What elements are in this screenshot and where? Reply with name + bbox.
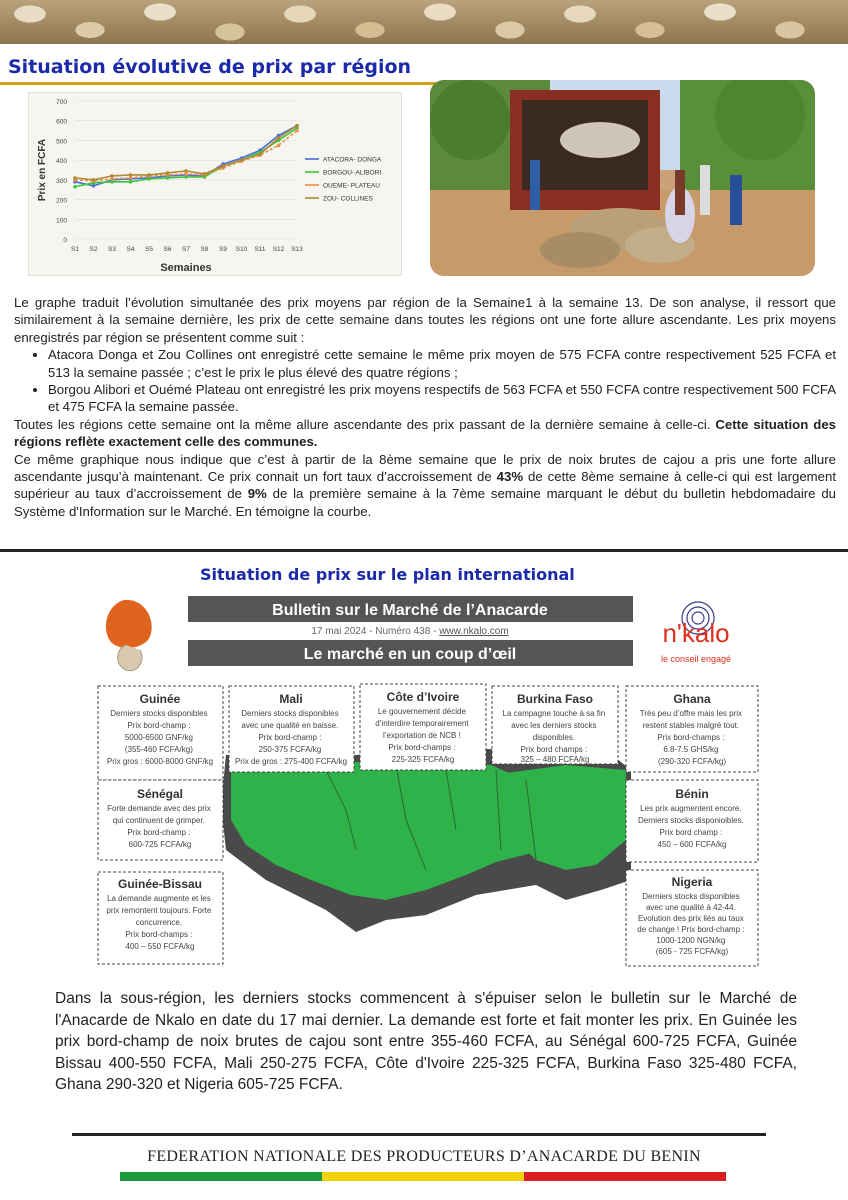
growth-text-c: de cette 8ème semaine à celle-ci qui est largement supérieur au taux d’accroissement de: [14, 469, 836, 502]
growth-rate-9: 9%: [247, 486, 267, 502]
benin-line: 450 – 600 FCFA/kg: [657, 840, 727, 849]
benin-line: Derniers stocks disponioibles.: [637, 816, 744, 825]
flag-stripe-green: [120, 1172, 322, 1181]
country-name-mali: Mali: [279, 692, 303, 706]
flag-stripe-yellow: [322, 1172, 524, 1181]
data-point: [129, 173, 133, 177]
gb-line: prix remontent toujours. Forte: [106, 906, 212, 915]
bulletin-subtitle: [311, 626, 508, 637]
footer-organization: FEDERATION NATIONALE DES PRODUCTEURS D’ANACARDE DU BENIN: [147, 1148, 701, 1165]
country-box-mali: [229, 686, 354, 772]
x-tick-label: S8: [200, 246, 209, 253]
nkalo-brand: n'kalo: [662, 618, 730, 648]
guinee-line: Prix bord-champ :: [127, 721, 191, 730]
gb-line: 400 – 550 FCFA/kg: [125, 942, 195, 951]
section-separator: [0, 549, 848, 552]
senegal-line: 600-725 FCFA/kg: [128, 840, 192, 849]
bf-line: disponibles.: [532, 733, 576, 742]
region-bullet-list: [14, 346, 836, 416]
trend-bold-text: Cette situation des régions reflète exactement celle des communes.: [14, 416, 836, 450]
data-point: [277, 136, 281, 140]
data-point: [258, 152, 262, 156]
country-box-guinee: [98, 686, 223, 780]
country-box-senegal: [98, 780, 223, 860]
ghana-line: Prix bord-champs :: [657, 733, 725, 742]
country-box-ghana: [626, 686, 758, 772]
x-tick-label: S13: [291, 246, 303, 253]
y-tick-label: 700: [56, 99, 67, 106]
country-box-cote-divoire: [360, 684, 486, 770]
nigeria-line: (605 - 725 FCFA/kg): [655, 947, 729, 956]
data-point: [277, 144, 281, 148]
title-underline: [0, 82, 500, 85]
legend-entry: ATACORA- DONGA: [323, 156, 382, 164]
cashew-apple-icon: [106, 600, 152, 671]
country-name-guinee: Guinée: [139, 692, 181, 706]
bulletin-title: Bulletin sur le Marché de l’Anacarde: [272, 602, 548, 619]
nkalo-infographic-svg: [96, 590, 766, 970]
data-point: [295, 129, 299, 133]
growth-rate-43: 43%: [496, 469, 524, 485]
senegal-line: Forte demande avec des prix: [107, 804, 211, 813]
nkalo-logo: [661, 602, 731, 664]
x-axis-label: Semaines: [160, 262, 212, 274]
country-name-burkina: Burkina Faso: [516, 692, 594, 706]
ci-line: d’interdire temporairement: [375, 719, 469, 728]
gb-line: La demande augmente et les: [107, 894, 211, 903]
nigeria-line: Evolution des prix liés au taux: [637, 914, 744, 923]
x-tick-label: S12: [272, 246, 285, 253]
senegal-line: qui continuent de grimper.: [112, 816, 205, 825]
country-name-nigeria: Nigeria: [671, 875, 713, 889]
ghana-line: restent stables malgré tout.: [642, 721, 740, 730]
country-box-nigeria: [626, 870, 758, 966]
y-tick-label: 0: [63, 237, 67, 244]
nigeria-line: Derniers stocks disponibles: [642, 892, 740, 901]
data-point: [92, 178, 96, 182]
trend-text: Toutes les régions cette semaine ont la même allure ascendante des prix passant de la dernière semaine à celle-ci.: [14, 416, 716, 432]
mali-line: avec une qualité en baisse.: [241, 721, 339, 730]
x-tick-label: S4: [126, 246, 135, 253]
intro-paragraph: Le graphe traduit l’évolution simultanée des prix moyens par région de la Semaine1 à la semaine 13. De son analyse, il ressort que similairement à la semaine dernière, les prix de cette semaine dans toutes les régions ont une forte allure ascendante. Les prix moyens enregistrés par région se présentent comme suit :: [14, 295, 836, 345]
y-tick-label: 600: [56, 118, 67, 126]
data-point: [221, 164, 225, 168]
growth-paragraph: [14, 451, 836, 521]
y-tick-label: 400: [56, 158, 67, 166]
country-name-benin: Bénin: [675, 787, 709, 801]
international-summary: Dans la sous-région, les derniers stocks commencent à s'épuiser selon le bulletin sur le Marché de l'Anacarde de Nkalo en date du 17 mai dernier. La demande est forte et fait monter les prix. En Guinée les prix bord-champ de noix brutes de cajou sont entre 355-460 FCFA, au Sénégal 600-725 FCFA, Guinée Bissau 400-550 FCFA, Mali 250-275 FCFA, Côte d'Ivoire 225-325 FCFA, Burkina Faso 325-480 FCFA, Ghana 290-320 et Nigeria 605-725 FCFA.: [55, 990, 797, 1094]
y-tick-label: 100: [56, 217, 67, 225]
country-name-guinee-bissau: Guinée-Bissau: [117, 877, 203, 891]
ci-line: Le gouvernement décide: [377, 707, 466, 716]
x-tick-label: S3: [108, 246, 116, 253]
ci-line: Prix bord-champs :: [388, 743, 456, 752]
data-point: [73, 176, 77, 180]
y-tick-label: 300: [56, 177, 67, 185]
bullet-borgou-oueme: • Borgou Alibori et Ouémé Plateau ont enregistré les prix moyens respectifs de 563 FCFA et 550 FCFA contre respectivement 500 FCFA et 475 FCFA la semaine passée.: [48, 381, 836, 416]
section-title-international: Situation de prix sur le plan international: [200, 565, 575, 584]
guinee-line: 5000-6500 GNF/kg: [124, 733, 193, 742]
nigeria-line: avec une qualité à 42-44.: [645, 903, 736, 912]
nigeria-line: 1000-1200 NGN/kg: [656, 936, 726, 945]
country-name-ghana: Ghana: [673, 692, 711, 706]
country-box-benin: [626, 780, 758, 862]
gb-line: Prix bord-champs :: [125, 930, 193, 939]
x-tick-label: S6: [163, 246, 172, 253]
cashew-banner-image: [0, 0, 848, 44]
bulletin-link[interactable]: www.nkalo.com: [439, 626, 509, 637]
ghana-line: (290-320 FCFA/kg): [657, 757, 727, 766]
footer-rule: [72, 1133, 766, 1136]
x-tick-label: S2: [89, 246, 98, 253]
senegal-line: Prix bord-champ :: [127, 828, 191, 837]
country-name-senegal: Sénégal: [136, 787, 184, 801]
x-tick-label: S5: [145, 246, 153, 253]
nigeria-line: de change ! Prix bord-champ :: [637, 925, 745, 934]
section-title-regional-prices: Situation évolutive de prix par région: [8, 56, 412, 78]
x-tick-label: S1: [71, 246, 79, 253]
nkalo-infographic: [96, 590, 766, 970]
country-name-cote-divoire: Côte d’Ivoire: [386, 690, 460, 704]
y-tick-label: 200: [56, 197, 67, 205]
x-tick-label: S11: [254, 246, 266, 253]
y-axis-label: Prix en FCFA: [37, 138, 48, 202]
flag-stripe-red: [524, 1172, 726, 1181]
data-point: [147, 173, 151, 177]
gb-line: concurrence.: [135, 918, 183, 927]
west-africa-map: [221, 748, 631, 932]
legend-entry: BORGOU- ALIBORI: [323, 169, 382, 177]
bf-line: avec les derniers stocks: [511, 721, 597, 730]
guinee-line: Derniers stocks disponibles: [110, 709, 208, 718]
data-point: [110, 174, 114, 178]
growth-text-a: Ce même graphique nous indique que c’est à partir de la 8ème semaine que le prix de noix brutes de cajou a pris une forte allure ascendante jusqu’à maintenant. Ce prix connait un fort taux d’accroissement de: [14, 451, 836, 485]
price-chart: [28, 92, 402, 276]
data-point: [166, 171, 170, 175]
country-box-guinee-bissau: [98, 872, 223, 964]
x-tick-label: S10: [235, 246, 248, 253]
market-title: Le marché en un coup d’œil: [303, 646, 517, 663]
bulletin-date-number: 17 mai 2024 - Numéro 438 -: [311, 626, 440, 637]
mali-line: Prix de gros : 275-400 FCFA/kg: [234, 757, 348, 766]
x-tick-label: S9: [219, 246, 227, 253]
benin-line: Les prix augmentent encore.: [640, 804, 742, 813]
bf-line: Prix bord champs :: [520, 745, 588, 754]
trend-paragraph: [14, 416, 836, 451]
photo-illustration: [430, 80, 815, 276]
data-point: [203, 172, 207, 176]
nkalo-tagline: le conseil engagé: [660, 654, 732, 664]
ci-line: 225-325 FCFA/kg: [391, 755, 455, 764]
bf-line: La campagne touche à sa fin: [502, 709, 606, 718]
guinee-line: (355-460 FCFA/kg): [124, 745, 193, 754]
mali-line: 250-375 FCFA/kg: [258, 745, 322, 754]
bf-line: 325 – 480 FCFA/kg: [520, 755, 590, 764]
data-point: [184, 169, 188, 173]
price-chart-svg: [29, 93, 401, 275]
country-box-burkina-faso: [492, 686, 618, 764]
regional-analysis-text: [14, 294, 836, 520]
data-point: [73, 185, 77, 189]
mali-line: Derniers stocks disponibles: [241, 709, 339, 718]
benin-line: Prix bord champ :: [659, 828, 723, 837]
bullet-atacora-zou: • Atacora Donga et Zou Collines ont enregistré cette semaine le même prix moyen de 575 FCFA contre respectivement 525 FCFA et 513 la semaine passée ; c’est le prix le plus élevé des quatre régions ;: [48, 346, 836, 381]
y-tick-label: 500: [56, 138, 67, 146]
ghana-line: 6.8-7.5 GHS/kg: [663, 745, 719, 754]
x-tick-label: S7: [182, 246, 190, 253]
ci-line: l’exportation de NCB !: [382, 731, 461, 740]
data-point: [240, 158, 244, 162]
data-point: [295, 124, 299, 128]
growth-text-e: de la première semaine à la 7ème semaine marquant le début du bulletin hebdomadaire du Système d'Information sur le Marché. En témoigne la courbe.: [14, 486, 837, 519]
legend-entry: ZOU- COLLINES: [323, 195, 373, 203]
cashew-truck-photo: [430, 80, 815, 276]
ghana-line: Très peu d’offre mais les prix: [639, 709, 743, 718]
mali-line: Prix bord-champ :: [258, 733, 322, 742]
data-point: [129, 180, 133, 184]
guinee-line: Prix gros : 6000-8000 GNF/kg: [106, 757, 214, 766]
legend-entry: OUEME- PLATEAU: [323, 182, 380, 190]
